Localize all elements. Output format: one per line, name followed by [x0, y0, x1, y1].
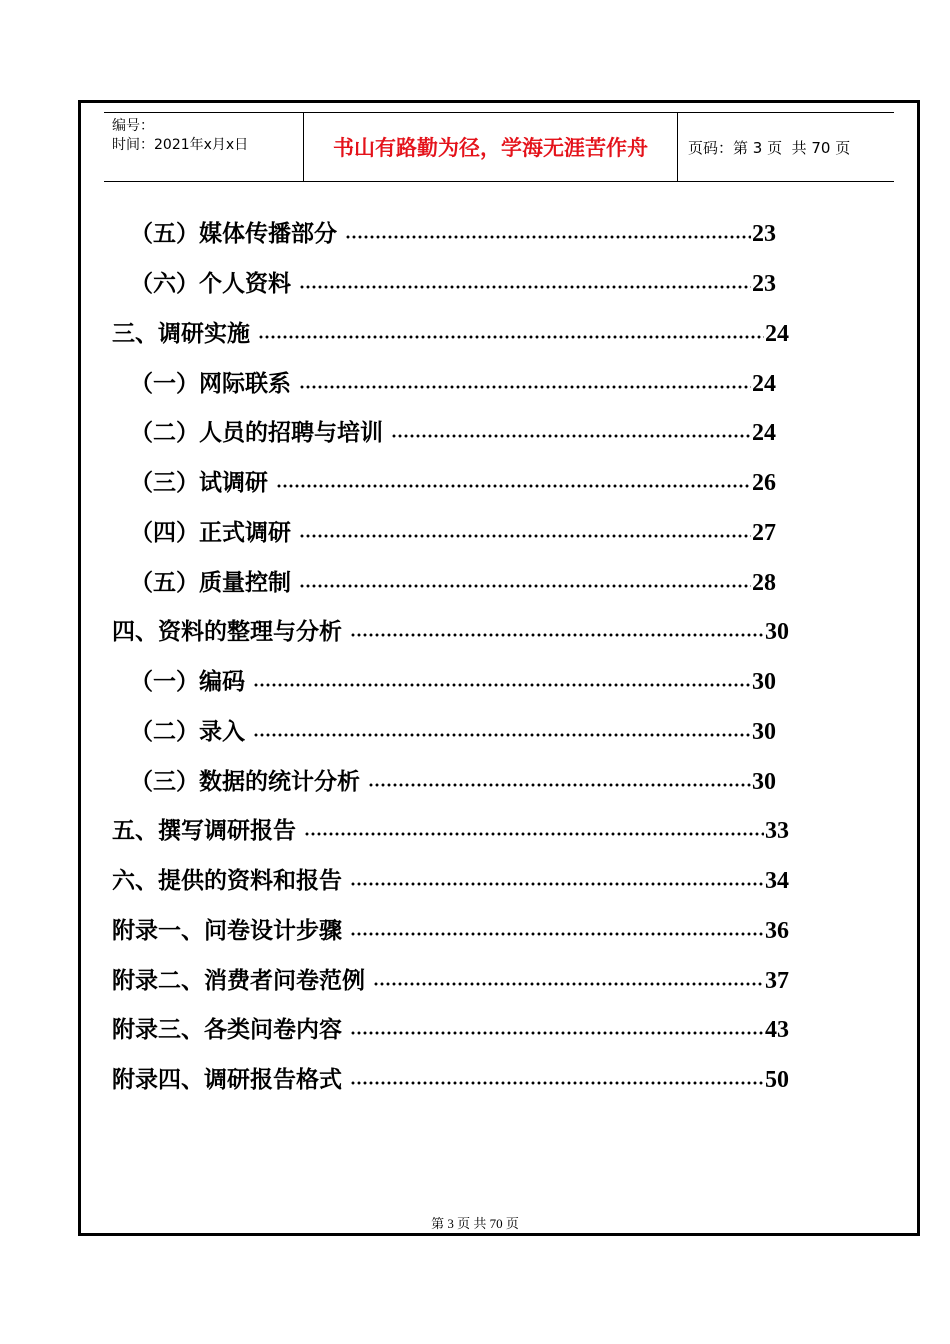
toc-dot-leader — [299, 534, 751, 538]
toc-dot-leader — [304, 832, 764, 836]
toc-entry-page: 24 — [752, 420, 776, 446]
toc-entry-label: 附录一、问卷设计步骤 — [112, 918, 342, 944]
toc-entry-label: （五）质量控制 — [130, 570, 291, 596]
header-page-cell — [678, 113, 894, 181]
toc-entry-label: （三）试调研 — [130, 470, 268, 496]
toc-entry[interactable] — [130, 561, 776, 597]
toc-entry-page: 27 — [752, 520, 776, 546]
toc-entry-page: 36 — [765, 918, 789, 944]
toc-dot-leader — [299, 584, 751, 588]
toc-entry[interactable] — [112, 1008, 789, 1044]
toc-dot-leader — [299, 285, 751, 289]
toc-entry[interactable] — [112, 809, 789, 845]
toc-entry-page: 23 — [752, 271, 776, 297]
toc-entry[interactable] — [130, 362, 776, 398]
header-motto-cell — [304, 113, 678, 181]
document-header — [104, 112, 894, 182]
toc-dot-leader — [350, 1081, 764, 1085]
toc-entry-page: 30 — [765, 619, 789, 645]
toc-entry-page: 28 — [752, 570, 776, 596]
toc-entry-label: 附录二、消费者问卷范例 — [112, 968, 365, 994]
toc-entry-page: 23 — [752, 221, 776, 247]
toc-entry-label: （三）数据的统计分析 — [130, 769, 360, 795]
toc-entry-label: 附录四、调研报告格式 — [112, 1067, 342, 1093]
toc-dot-leader — [350, 1031, 764, 1035]
toc-dot-leader — [350, 932, 764, 936]
toc-entry-page: 43 — [765, 1017, 789, 1043]
toc-entry-page: 37 — [765, 968, 789, 994]
toc-entry[interactable] — [130, 461, 776, 497]
footer-page-number: 第 3 页 共 70 页 — [431, 1216, 519, 1231]
toc-entry-label: 三、调研实施 — [112, 321, 250, 347]
toc-entry-label: 五、撰写调研报告 — [112, 818, 296, 844]
toc-dot-leader — [350, 882, 764, 886]
toc-entry[interactable] — [130, 262, 776, 298]
toc-entry-page: 30 — [752, 769, 776, 795]
toc-dot-leader — [253, 683, 751, 687]
toc-entry[interactable] — [130, 760, 776, 796]
toc-entry-page: 26 — [752, 470, 776, 496]
page-footer — [0, 1213, 950, 1232]
toc-entry-label: 附录三、各类问卷内容 — [112, 1017, 342, 1043]
toc-dot-leader — [299, 385, 751, 389]
header-meta-cell — [104, 113, 304, 181]
toc-entry[interactable] — [112, 610, 789, 646]
toc-dot-leader — [368, 783, 751, 787]
header-page-info: 页码：第 3 页 共 70 页 — [688, 138, 851, 157]
toc-entry-label: 四、资料的整理与分析 — [112, 619, 342, 645]
toc-entry-page: 50 — [765, 1067, 789, 1093]
document-number-label: 编号： — [112, 118, 154, 134]
toc-dot-leader — [276, 484, 751, 488]
toc-dot-leader — [258, 335, 764, 339]
toc-entry-label: （二）人员的招聘与培训 — [130, 420, 383, 446]
toc-entry-label: 六、提供的资料和报告 — [112, 868, 342, 894]
toc-entry-page: 34 — [765, 868, 789, 894]
toc-entry-label: （一）编码 — [130, 669, 245, 695]
toc-entry[interactable] — [112, 959, 789, 995]
toc-dot-leader — [391, 434, 751, 438]
toc-entry-label: （六）个人资料 — [130, 271, 291, 297]
toc-dot-leader — [253, 733, 751, 737]
toc-entry-page: 24 — [765, 321, 789, 347]
toc-entry[interactable] — [130, 212, 776, 248]
document-time: 时间：2021年x月x日 — [112, 137, 249, 153]
toc-entry[interactable] — [112, 909, 789, 945]
toc-entry[interactable] — [112, 859, 789, 895]
toc-entry-page: 24 — [752, 371, 776, 397]
toc-entry-page: 30 — [752, 669, 776, 695]
toc-dot-leader — [373, 982, 764, 986]
toc-entry[interactable] — [130, 660, 776, 696]
toc-entry-label: （五）媒体传播部分 — [130, 221, 337, 247]
toc-entry[interactable] — [130, 511, 776, 547]
toc-entry-label: （四）正式调研 — [130, 520, 291, 546]
toc-entry-label: （一）网际联系 — [130, 371, 291, 397]
toc-dot-leader — [350, 633, 764, 637]
toc-entry[interactable] — [112, 312, 789, 348]
toc-entry-label: （二）录入 — [130, 719, 245, 745]
toc-dot-leader — [345, 235, 751, 239]
toc-entry[interactable] — [112, 1058, 789, 1094]
toc-entry-page: 30 — [752, 719, 776, 745]
toc-entry[interactable] — [130, 710, 776, 746]
header-motto: 书山有路勤为径，学海无涯苦作舟 — [333, 136, 648, 160]
toc-entry-page: 33 — [765, 818, 789, 844]
toc-entry[interactable] — [130, 411, 776, 447]
